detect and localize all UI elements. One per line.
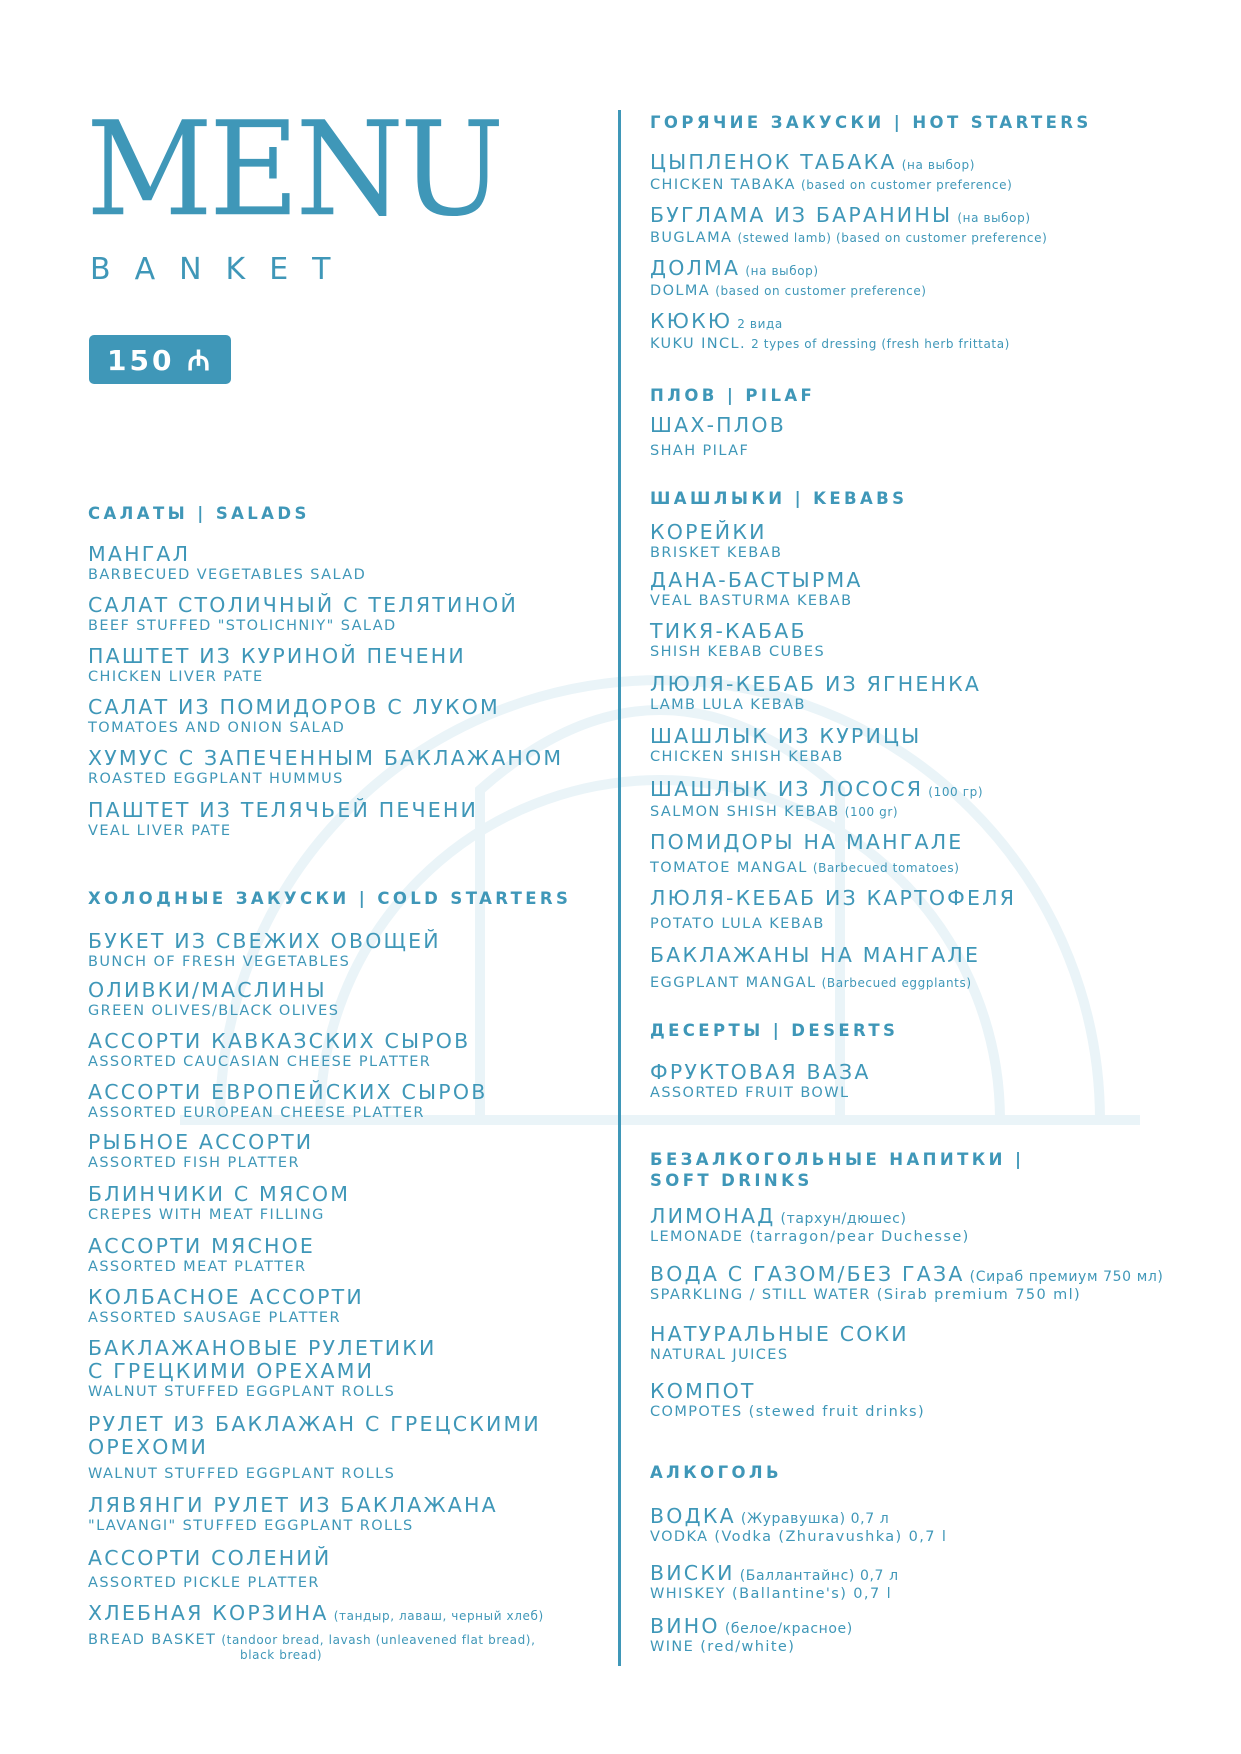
item-name-en: BUNCH OF FRESH VEGETABLES [88,954,351,970]
item-name-en: VEAL LIVER PATE [88,823,232,839]
item-name-ru: НАТУРАЛЬНЫЕ СОКИ [650,1322,909,1346]
item-name-ru: БАКЛАЖАНЫ НА МАНГАЛЕ [650,943,981,967]
item-name-ru: ПАШТЕТ ИЗ ТЕЛЯЧЬЕЙ ПЕЧЕНИ [88,798,479,822]
item-name-en: ASSORTED EUROPEAN CHEESE PLATTER [88,1105,425,1121]
item-name-en: TOMATOES AND ONION SALAD [88,720,346,736]
item-name-ru: КЮКЮ [650,309,733,333]
menu-item [88,1235,315,1276]
item-name-ru: АССОРТИ ЕВРОПЕЙСКИХ СЫРОВ [88,1080,488,1104]
section-heading-kebabs: ШАШЛЫКИ | KEBABS [650,489,908,508]
menu-item [650,725,921,766]
menu-item [650,944,980,992]
item-name-ru: ЛИМОНАД [650,1204,776,1228]
item-note-en: (100 gr) [844,805,899,819]
item-name-ru: САЛАТ СТОЛИЧНЫЙ С ТЕЛЯТИНОЙ [88,593,519,617]
item-name-ru: ОЛИВКИ/МАСЛИНЫ [88,978,327,1002]
item-name-en: SHAH PILAF [650,443,750,459]
menu-item [88,1337,437,1401]
item-name-ru: РЫБНОЕ АССОРТИ [88,1130,314,1154]
item-name-ru: АССОРТИ СОЛЕНИЙ [88,1546,332,1570]
item-name-ru: ДОЛМА [650,256,741,280]
item-name-en: ASSORTED FRUIT BOWL [650,1085,850,1101]
item-name-ru: ВИСКИ [650,1561,735,1585]
item-name-en: LAMB LULA KEBAB [650,697,806,713]
item-name-ru: ЛЯВЯНГИ РУЛЕТ ИЗ БАКЛАЖАНА [88,1493,498,1517]
menu-item [88,799,478,840]
item-name-ru: ЦЫПЛЕНОК ТАБАКА [650,150,897,174]
menu-item [650,521,782,562]
section-heading-cold-starters: ХОЛОДНЫЕ ЗАКУСКИ | COLD STARTERS [88,889,572,908]
menu-item [650,1380,925,1421]
menu-item [650,778,983,821]
item-name-en: ASSORTED CAUCASIAN CHEESE PLATTER [88,1054,432,1070]
item-name-en: SPARKLING / STILL WATER (Sirab premium 750 ml) [650,1287,1082,1303]
menu-item [650,1615,853,1656]
item-name-en: LEMONADE (tarragon/pear Duchesse) [650,1229,970,1245]
item-note-ru: (100 гр) [928,785,984,799]
item-name-ru: ХЛЕБНАЯ КОРЗИНА [88,1601,329,1625]
item-note-ru: 2 вида [737,317,783,331]
menu-item [650,1205,970,1246]
item-name-en: ASSORTED PICKLE PLATTER [88,1575,320,1591]
menu-item [650,1061,871,1102]
item-name-en: WINE (red/white) [650,1639,796,1655]
item-name-en: BUGLAMA [650,230,733,246]
item-note-en: (tandoor bread, lavash (unleavened flat bread), [221,1633,536,1647]
price-badge: 150 ₼ [89,335,231,384]
item-name-en: VODKA (Vodka (Zhuravushka) 0,7 l [650,1529,948,1545]
item-name-ru: КОЛБАСНОЕ АССОРТИ [88,1285,364,1309]
item-name-ru-line2: С ГРЕЦКИМИ ОРЕХАМИ [88,1359,375,1383]
item-note-en: (Barbecued eggplants) [821,976,972,990]
item-note-en: (Barbecued tomatoes) [812,861,960,875]
menu-item [650,257,927,300]
item-note-en: 2 types of dressing (fresh herb frittata) [751,337,1010,351]
item-name-en: CREPES WITH MEAT FILLING [88,1207,325,1223]
menu-item [88,1602,544,1661]
item-note-ru: (тархун/дюшес) [780,1211,907,1227]
item-name-ru: ДАНА-БАСТЫРМА [650,568,863,592]
item-name-ru: ШАШЛЫК ИЗ КУРИЦЫ [650,724,922,748]
item-name-ru: БУКЕТ ИЗ СВЕЖИХ ОВОЩЕЙ [88,929,441,953]
menu-item [650,1562,899,1603]
item-name-en: "LAVANGI" STUFFED EGGPLANT ROLLS [88,1518,414,1534]
item-name-ru: МАНГАЛ [88,542,191,566]
item-name-en: POTATO LULA KEBAB [650,916,825,932]
item-name-en: CHICKEN LIVER PATE [88,669,264,685]
menu-item [88,930,441,971]
item-note-ru: (на выбор) [957,211,1031,225]
column-divider [618,110,621,1666]
item-note-en: (based on customer preference) [800,178,1013,192]
item-name-en: EGGPLANT MANGAL [650,975,817,991]
item-name-en: KUKU INCL. [650,336,747,352]
item-name-en: CHICKEN TABAKA [650,177,796,193]
menu-item [88,1081,487,1122]
item-note-en: (stewed lamb) (based on customer preference) [737,231,1048,245]
item-name-en: TOMATOE MANGAL [650,860,808,876]
item-name-en: BEEF STUFFED "STOLICHNIY" SALAD [88,618,397,634]
item-name-ru: ФРУКТОВАЯ ВАЗА [650,1060,871,1084]
section-heading-soft-drinks [650,1149,1024,1191]
item-name-ru: ВОДА С ГАЗОМ/БЕЗ ГАЗА [650,1262,965,1286]
section-heading-salads: САЛАТЫ | SALADS [88,504,310,523]
item-name-en: DOLMA [650,283,711,299]
item-name-ru: БАКЛАЖАНОВЫЕ РУЛЕТИКИ [88,1336,437,1360]
item-name-en: VEAL BASTURMA KEBAB [650,593,853,609]
item-note-ru: (Сираб премиум 750 мл) [969,1269,1164,1285]
item-name-en: CHICKEN SHISH KEBAB [650,749,844,765]
item-name-en: BRISKET KEBAB [650,545,783,561]
item-name-ru: БУГЛАМА ИЗ БАРАНИНЫ [650,203,953,227]
menu-item [650,414,786,460]
menu-title: MENU [86,94,501,246]
menu-item [650,1263,1164,1304]
item-name-ru: ШАШЛЫК ИЗ ЛОСОСЯ [650,777,924,801]
item-name-ru: ВИНО [650,1614,720,1638]
item-name-ru: АССОРТИ МЯСНОЕ [88,1234,316,1258]
menu-item [650,620,825,661]
item-name-en: ASSORTED FISH PLATTER [88,1155,300,1171]
menu-item [650,1323,909,1364]
menu-item [88,696,500,737]
item-name-ru: КОРЕЙКИ [650,520,767,544]
item-note-ru: (белое/красное) [724,1621,853,1637]
heading-line1: БЕЗАЛКОГОЛЬНЫЕ НАПИТКИ | [650,1150,1025,1169]
menu-item [88,979,339,1020]
item-name-en: BREAD BASKET [88,1632,217,1648]
item-name-en: WHISKEY (Ballantine's) 0,7 l [650,1586,893,1602]
menu-item [650,151,1012,194]
menu-item [88,1131,313,1172]
heading-line2: SOFT DRINKS [650,1171,813,1190]
menu-item [650,831,963,877]
item-note-en-line2: black bread) [240,1648,323,1662]
item-name-en: NATURAL JUICES [650,1347,789,1363]
item-name-ru: ПОМИДОРЫ НА МАНГАЛЕ [650,830,964,854]
item-name-en: ROASTED EGGPLANT HUMMUS [88,771,344,787]
item-note-ru: (на выбор) [901,158,976,172]
item-name-ru: ТИКЯ-КАБАБ [650,619,807,643]
item-name-ru: КОМПОТ [650,1379,756,1403]
section-heading-hot-starters: ГОРЯЧИЕ ЗАКУСКИ | HOT STARTERS [650,113,1092,132]
item-name-ru: САЛАТ ИЗ ПОМИДОРОВ С ЛУКОМ [88,695,500,719]
item-note-ru: (Журавушка) 0,7 л [740,1511,890,1527]
item-name-ru: ЛЮЛЯ-КЕБАБ ИЗ ЯГНЕНКА [650,672,982,696]
item-name-ru: ВОДКА [650,1504,736,1528]
item-name-ru: РУЛЕТ ИЗ БАКЛАЖАН С ГРЕЦСКИМИ [88,1412,541,1436]
menu-item [88,747,563,788]
item-note-ru: (на выбор) [745,264,819,278]
item-name-ru: ШАХ-ПЛОВ [650,413,787,437]
item-note-ru: (Баллантайнс) 0,7 л [739,1568,899,1584]
section-heading-deserts: ДЕСЕРТЫ | DESERTS [650,1021,899,1040]
section-heading-alcohol: АЛКОГОЛЬ [650,1463,783,1482]
item-name-en: SHISH KEBAB CUBES [650,644,826,660]
menu-item [88,1547,331,1592]
menu-item [650,1505,947,1546]
item-name-en: BARBECUED VEGETABLES SALAD [88,567,367,583]
menu-item [88,1030,470,1071]
menu-item [650,673,981,714]
menu-item [88,1286,364,1327]
menu-item [650,887,1016,933]
item-note-ru: (тандыр, лаваш, черный хлеб) [333,1609,544,1623]
menu-item [88,1183,350,1224]
item-name-ru: ПАШТЕТ ИЗ КУРИНОЙ ПЕЧЕНИ [88,644,466,668]
menu-item [88,1494,498,1535]
section-heading-pilaf: ПЛОВ | PILAF [650,386,816,405]
item-name-en: ASSORTED SAUSAGE PLATTER [88,1310,341,1326]
item-name-en: GREEN OLIVES/BLACK OLIVES [88,1003,340,1019]
item-name-ru-line2: ОРЕХОМИ [88,1435,209,1459]
item-name-en: SALMON SHISH KEBAB [650,804,840,820]
item-name-ru: БЛИНЧИКИ С МЯСОМ [88,1182,351,1206]
item-name-en: COMPOTES (stewed fruit drinks) [650,1404,926,1420]
item-name-ru: АССОРТИ КАВКАЗСКИХ СЫРОВ [88,1029,471,1053]
menu-item [88,543,366,584]
menu-item [650,310,1010,353]
menu-subtitle: BANKET [90,252,355,287]
menu-item [88,1413,541,1483]
menu-item [88,594,518,635]
item-name-ru: ХУМУС С ЗАПЕЧЕННЫМ БАКЛАЖАНОМ [88,746,564,770]
menu-item [88,645,466,686]
item-name-en: WALNUT STUFFED EGGPLANT ROLLS [88,1466,396,1482]
item-name-en: ASSORTED MEAT PLATTER [88,1259,307,1275]
item-name-en: WALNUT STUFFED EGGPLANT ROLLS [88,1384,396,1400]
item-note-en: (based on customer preference) [715,284,927,298]
item-name-ru: ЛЮЛЯ-КЕБАБ ИЗ КАРТОФЕЛЯ [650,886,1017,910]
menu-item [650,204,1047,247]
menu-item [650,569,863,610]
